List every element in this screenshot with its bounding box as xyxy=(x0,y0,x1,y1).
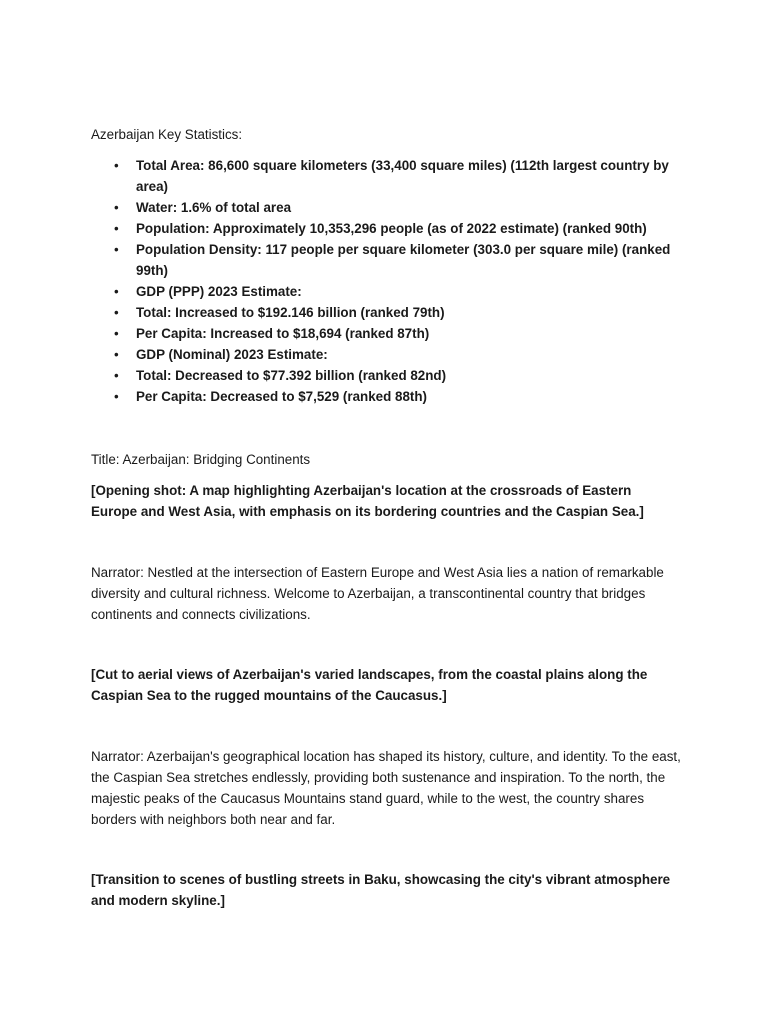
bullet-icon: • xyxy=(114,389,119,404)
stat-gdp-nominal-heading: GDP (Nominal) 2023 Estimate: xyxy=(136,347,328,362)
list-item xyxy=(91,281,681,302)
narrator-paragraph-1: Narrator: Nestled at the intersection of Eastern Europe and West Asia lies a nation of remarkable diversity and cultural richness. Welcome to Azerbaijan, a transcontinental country that bridges continents and connects civilizations. xyxy=(91,565,664,622)
bullet-icon: • xyxy=(114,326,119,341)
stat-water: Water: 1.6% of total area xyxy=(136,200,292,215)
stage-direction-transition: [Transition to scenes of bustling streets in Baku, showcasing the city's vibrant atmosphere and modern skyline.] xyxy=(91,872,671,908)
stats-heading: Azerbaijan Key Statistics: xyxy=(91,127,243,142)
list-item xyxy=(91,197,681,218)
list-item xyxy=(91,302,681,323)
bullet-icon: • xyxy=(114,347,119,362)
stat-population: Population: Approximately 10,353,296 people (as of 2022 estimate) (ranked 90th) xyxy=(136,221,647,236)
stat-gdp-nominal-total: Total: Decreased to $77.392 billion (ranked 82nd) xyxy=(136,368,447,383)
narrator-paragraph-2: Narrator: Azerbaijan's geographical location has shaped its history, culture, and identity. To the east, the Caspian Sea stretches endlessly, providing both sustenance and inspiration. To the north, the majestic peaks of the Caucasus Mountains stand guard, while to the west, the country shares borders with neighbors both near and far. xyxy=(91,749,681,827)
bullet-icon: • xyxy=(114,305,119,320)
stat-population-density: Population Density: 117 people per square kilometer (303.0 per square mile) (ranked 99th) xyxy=(136,242,671,278)
list-item xyxy=(91,365,681,386)
bullet-icon: • xyxy=(114,158,119,173)
stat-gdp-nominal-per-capita: Per Capita: Decreased to $7,529 (ranked 88th) xyxy=(136,389,427,404)
stat-gdp-ppp-total: Total: Increased to $192.146 billion (ranked 79th) xyxy=(136,305,445,320)
bullet-icon: • xyxy=(114,284,119,299)
list-item xyxy=(91,323,681,344)
stage-direction-cut: [Cut to aerial views of Azerbaijan's varied landscapes, from the coastal plains along the Caspian Sea to the rugged mountains of the Caucasus.] xyxy=(91,667,648,703)
stage-direction-opening: [Opening shot: A map highlighting Azerbaijan's location at the crossroads of Eastern Europe and West Asia, with emphasis on its bordering countries and the Caspian Sea.] xyxy=(91,483,644,519)
stat-gdp-ppp-per-capita: Per Capita: Increased to $18,694 (ranked 87th) xyxy=(136,326,430,341)
bullet-icon: • xyxy=(114,200,119,215)
bullet-icon: • xyxy=(114,368,119,383)
stats-list xyxy=(91,155,681,407)
stat-gdp-ppp-heading: GDP (PPP) 2023 Estimate: xyxy=(136,284,302,299)
list-item xyxy=(91,218,681,239)
list-item xyxy=(91,386,681,407)
list-item xyxy=(91,239,681,281)
list-item xyxy=(91,155,681,197)
script-title: Title: Azerbaijan: Bridging Continents xyxy=(91,452,311,467)
list-item xyxy=(91,344,681,365)
bullet-icon: • xyxy=(114,221,119,236)
bullet-icon: • xyxy=(114,242,119,257)
stat-total-area: Total Area: 86,600 square kilometers (33,400 square miles) (112th largest country by area) xyxy=(136,158,669,194)
